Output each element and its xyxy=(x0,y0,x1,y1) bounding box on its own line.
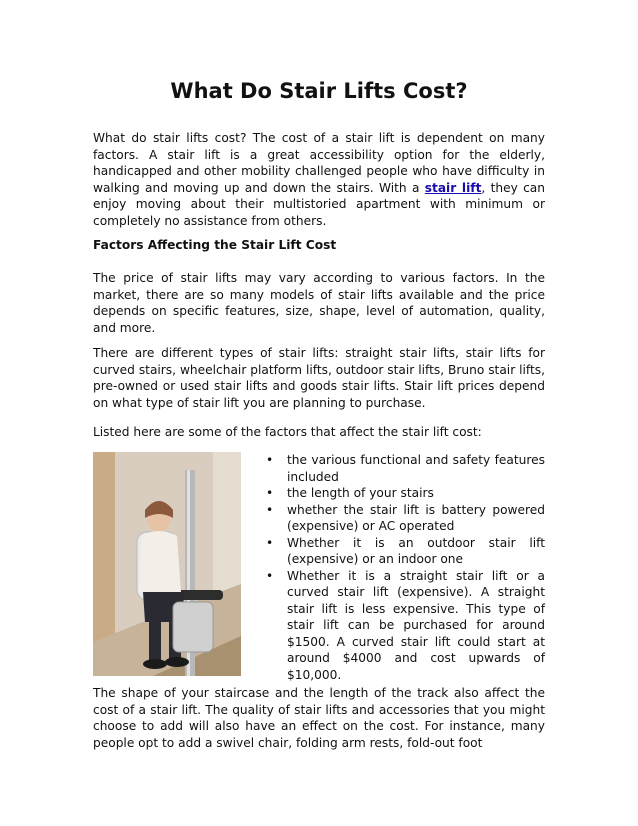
page-title: What Do Stair Lifts Cost? xyxy=(170,79,468,103)
factors-intro-text: Listed here are some of the factors that affect the stair lift cost: xyxy=(93,425,482,439)
closing-paragraph xyxy=(93,685,545,751)
section-heading xyxy=(93,237,545,254)
list-item: • the various functional and safety features included xyxy=(260,452,545,485)
price-paragraph xyxy=(93,270,545,336)
intro-text-end: , they can enjoy moving about their multistoried apartment with minimum or completely no assistance from others. xyxy=(93,180,546,228)
stair-lift-photo xyxy=(93,452,241,676)
intro-paragraph xyxy=(93,130,545,229)
list-item: • the length of your stairs xyxy=(260,485,545,502)
list-item: • Whether it is an outdoor stair lift (expensive) or an indoor one xyxy=(260,535,545,568)
types-paragraph xyxy=(93,345,545,411)
closing-paragraph-text: The shape of your staircase and the length of the track also affect the cost of a stair lift. The quality of stair lifts and accessories that you might choose to add will also have an effect on the cost. For instance, many people opt to add a swivel chair, folding arm rests, fold-out foot xyxy=(93,686,545,750)
section-heading-text: Factors Affecting the Stair Lift Cost xyxy=(93,238,337,252)
factor-list xyxy=(260,452,545,683)
list-item: • whether the stair lift is battery powered (expensive) or AC operated xyxy=(260,502,545,535)
stair-lift-link[interactable]: stair lift xyxy=(424,180,482,195)
factors-intro xyxy=(93,424,545,441)
intro-text-start: What do stair lifts cost? The cost of a stair lift is dependent on many factors. A stair lift is a great accessibility option for the elderly, handicapped and other mobility challenged people who have difficulty in walking and moving up and down the stairs. With a xyxy=(93,131,545,195)
types-paragraph-text: There are different types of stair lifts: straight stair lifts, stair lifts for curved stairs, wheelchair platform lifts, outdoor stair lifts, Bruno stair lifts, pre-owned or used stair lifts and goods stair lifts. Stair lift prices depend on what type of stair lift you are planning to purchase. xyxy=(93,346,545,410)
price-paragraph-text: The price of stair lifts may vary according to various factors. In the market, there are so many models of stair lifts available and the price depends on specific features, size, shape, level of automation, quality, and more. xyxy=(93,271,545,335)
list-item: • Whether it is a straight stair lift or a curved stair lift (expensive). A straight stair lift is less expensive. This type of stair lift can be purchased for around $1500. A curved stair lift could start at around $4000 and cost upwards of $10,000. xyxy=(260,568,545,684)
